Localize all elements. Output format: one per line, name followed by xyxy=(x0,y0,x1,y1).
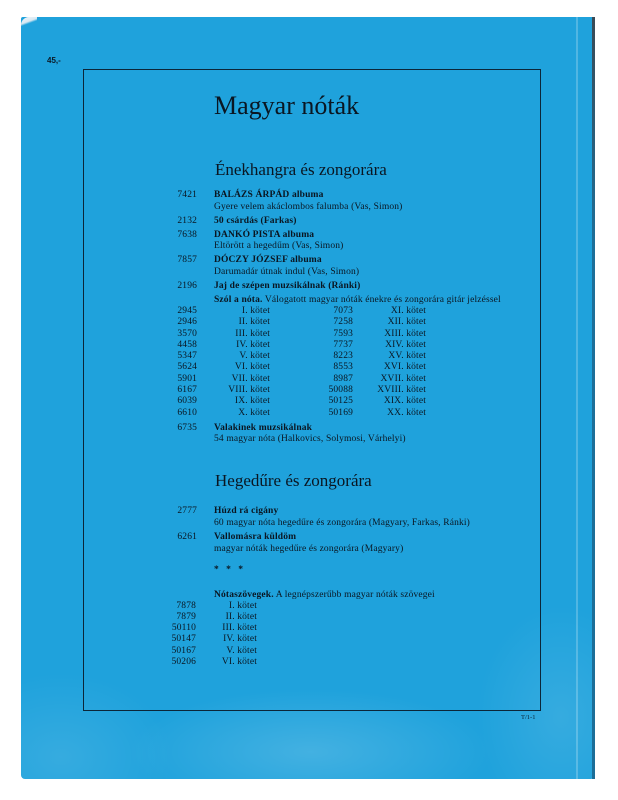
volume-label: XVII. kötet xyxy=(380,373,426,384)
volume-number: 7737 xyxy=(333,339,353,350)
catalog-entry xyxy=(157,423,537,446)
entry-subtitle: Eltörött a hegedűm (Vas, Simon) xyxy=(214,241,344,251)
violin-piano-catalog xyxy=(157,505,537,557)
volume-label: XI. kötet xyxy=(390,306,426,316)
catalog-number: 2132 xyxy=(177,215,197,226)
volume-label: VI. kötet xyxy=(221,656,257,667)
series-header-szol-a-nota xyxy=(214,295,537,307)
catalog-entry xyxy=(157,505,537,529)
volume-label: I. kötet xyxy=(228,600,257,611)
entry-subtitle: Gyere velem akáclombos falumba (Vas, Simon) xyxy=(214,201,403,212)
folded-corner xyxy=(21,17,37,27)
volume-number: 5624 xyxy=(177,362,197,373)
volume-number: 7258 xyxy=(333,317,353,328)
volume-number: 8553 xyxy=(333,362,353,373)
volume-number: 3570 xyxy=(177,328,197,339)
volume-label: II. kötet xyxy=(238,317,270,328)
page-title: Magyar nóták xyxy=(214,91,360,120)
volume-number: 7879 xyxy=(176,611,196,622)
spine-fold-line xyxy=(576,17,578,779)
catalog-entry xyxy=(157,190,537,213)
print-code: T/1-1 xyxy=(521,714,536,721)
volume-label: XIII. kötet xyxy=(384,328,426,339)
volume-number: 2946 xyxy=(177,317,197,328)
volume-number: 2945 xyxy=(177,306,197,316)
entry-title: DÓCZY JÓZSEF albuma xyxy=(214,255,322,265)
volume-label: III. kötet xyxy=(222,623,257,634)
volume-label: IX. kötet xyxy=(234,396,270,407)
entry-title: DANKÓ PISTA albuma xyxy=(214,229,315,240)
catalog-number: 7421 xyxy=(177,190,197,200)
volume-number: 5347 xyxy=(177,351,197,362)
entry-subtitle: magyar nóták hegedűre és zongorára (Magyary) xyxy=(214,544,404,554)
volume-label: XVIII. kötet xyxy=(377,385,426,396)
volume-number: 50125 xyxy=(328,396,353,407)
volume-table xyxy=(157,601,537,669)
volume-label: II. kötet xyxy=(225,611,257,622)
volume-number: 7073 xyxy=(333,306,353,316)
volume-number: 50110 xyxy=(171,623,196,634)
volume-label: VI. kötet xyxy=(234,362,270,373)
cover-right-edge xyxy=(592,17,595,779)
entry-subtitle: 54 magyar nóta (Halkovics, Solymosi, Várhelyi) xyxy=(214,434,406,445)
volume-number: 6039 xyxy=(177,396,197,407)
volume-number: 7593 xyxy=(333,328,353,339)
volume-label: VII. kötet xyxy=(231,373,270,384)
entry-title: BALÁZS ÁRPÁD albuma xyxy=(214,190,324,200)
catalog-number: 6735 xyxy=(177,422,197,433)
catalog-entry xyxy=(157,230,537,253)
volume-number: 50206 xyxy=(171,656,196,667)
volume-number: 7878 xyxy=(176,600,196,611)
volume-label: III. kötet xyxy=(235,328,270,339)
volume-label: XX. kötet xyxy=(387,407,426,418)
volume-label: XV. kötet xyxy=(388,351,426,362)
catalog-entry xyxy=(157,531,537,555)
volume-label: IV. kötet xyxy=(223,634,257,645)
entry-title: Húzd rá cigány xyxy=(214,506,279,516)
voice-piano-catalog xyxy=(157,190,537,448)
price-label: 45,- xyxy=(47,56,61,65)
volume-number: 6610 xyxy=(177,407,197,418)
entry-title: Vallomásra küldöm xyxy=(214,532,297,542)
volume-number: 8987 xyxy=(333,373,353,384)
volume-number: 5901 xyxy=(177,373,197,384)
volume-label: XIV. kötet xyxy=(385,339,426,350)
volume-label: XIX. kötet xyxy=(383,396,426,407)
separator-asterisks: * * * xyxy=(214,565,244,575)
entry-title: Jaj de szépen muzsikálnak (Ránki) xyxy=(214,280,361,291)
section-heading-violin-piano: Hegedűre és zongorára xyxy=(215,471,372,490)
volume-label: XII. kötet xyxy=(387,317,426,328)
volume-label: XVI. kötet xyxy=(383,362,426,373)
catalog-entry xyxy=(157,216,537,228)
volume-number: 50088 xyxy=(328,385,353,396)
entry-subtitle: Darumadár útnak indul (Vas, Simon) xyxy=(214,266,360,277)
catalog-number: 2196 xyxy=(177,280,197,291)
catalog-number: 6261 xyxy=(177,532,197,542)
series-title: Szól a nóta. xyxy=(214,294,263,305)
volume-label: X. kötet xyxy=(238,407,270,418)
volume-number: 50147 xyxy=(171,634,196,645)
section-heading-voice-piano: Énekhangra és zongorára xyxy=(215,160,387,179)
series-description: A legnépszerűbb magyar nóták szövegei xyxy=(275,589,435,600)
volume-label: V. kötet xyxy=(226,645,257,656)
series-description: Válogatott magyar nóták énekre és zongorára gitár jelzéssel xyxy=(264,294,501,305)
entry-subtitle: 60 magyar nóta hegedűre és zongorára (Magyary, Farkas, Ránki) xyxy=(214,518,470,528)
volume-label: I. kötet xyxy=(241,306,270,316)
series-header-notaszovegek xyxy=(214,590,537,601)
catalog-number: 7638 xyxy=(177,229,197,240)
volume-label: VIII. kötet xyxy=(228,385,270,396)
volume-number: 4458 xyxy=(177,339,197,350)
catalog-entry xyxy=(157,255,537,278)
catalog-entry xyxy=(157,281,537,293)
series-title: Nótaszövegek. xyxy=(214,589,274,600)
volume-number: 50167 xyxy=(171,645,196,656)
volume-number: 6167 xyxy=(177,385,197,396)
volume-table xyxy=(157,306,537,419)
catalog-number: 7857 xyxy=(177,255,197,265)
volume-number: 50169 xyxy=(328,407,353,418)
lyrics-catalog xyxy=(157,590,537,669)
entry-title: 50 csárdás (Farkas) xyxy=(214,215,297,226)
volume-label: V. kötet xyxy=(239,351,270,362)
volume-number: 8223 xyxy=(333,351,353,362)
entry-title: Valakinek muzsikálnak xyxy=(214,422,313,433)
catalog-number: 2777 xyxy=(177,506,197,516)
volume-label: IV. kötet xyxy=(236,339,270,350)
